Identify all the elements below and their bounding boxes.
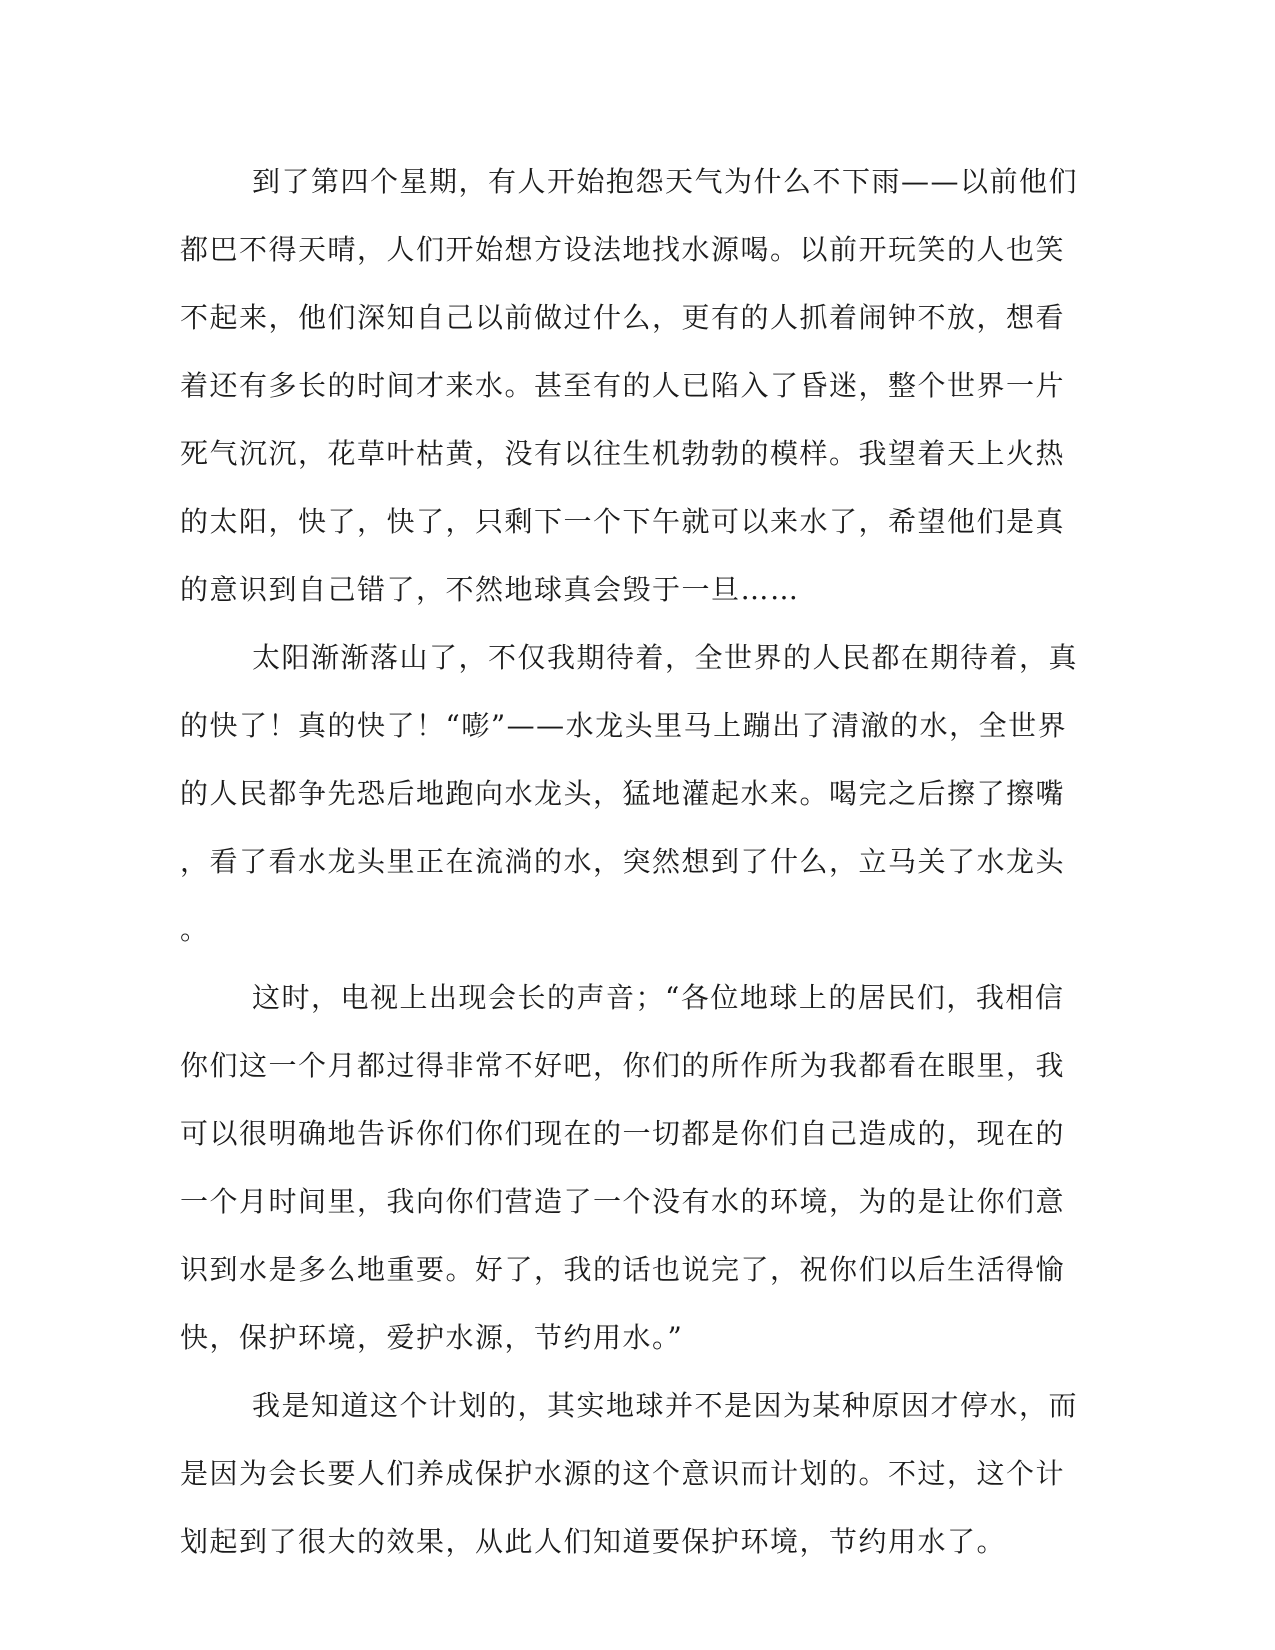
text-line: 太阳渐渐落山了，不仅我期待着，全世界的人民都在期待着，真 xyxy=(252,641,1079,674)
text-line: 着还有多长的时间才来水。甚至有的人已陷入了昏迷，整个世界一片 xyxy=(180,369,1066,402)
text-line: 。 xyxy=(180,913,210,946)
text-line: 的人民都争先恐后地跑向水龙头，猛地灌起水来。喝完之后擦了擦嘴 xyxy=(180,777,1066,810)
text-line: ，看了看水龙头里正在流淌的水，突然想到了什么，立马关了水龙头 xyxy=(180,845,1066,878)
paragraph-1 xyxy=(180,153,1079,629)
paragraph-4 xyxy=(180,1377,1079,1581)
text-line: 都巴不得天晴，人们开始想方设法地找水源喝。以前开玩笑的人也笑 xyxy=(180,233,1066,266)
document-page xyxy=(180,153,1079,1581)
text-line: 的意识到自己错了，不然地球真会毁于一旦…… xyxy=(180,573,800,606)
text-line: 识到水是多么地重要。好了，我的话也说完了，祝你们以后生活得愉 xyxy=(180,1253,1066,1286)
text-line: 死气沉沉，花草叶枯黄，没有以往生机勃勃的模样。我望着天上火热 xyxy=(180,437,1066,470)
text-line: 可以很明确地告诉你们你们现在的一切都是你们自己造成的，现在的 xyxy=(180,1117,1066,1150)
text-line: 你们这一个月都过得非常不好吧，你们的所作所为我都看在眼里，我 xyxy=(180,1049,1066,1082)
text-line: 是因为会长要人们养成保护水源的这个意识而计划的。不过，这个计 xyxy=(180,1457,1066,1490)
paragraph-3 xyxy=(180,969,1066,1377)
text-line: 的快了！真的快了！“嘭”——水龙头里马上蹦出了清澈的水，全世界 xyxy=(180,709,1068,742)
text-line: 不起来，他们深知自己以前做过什么，更有的人抓着闹钟不放，想看 xyxy=(180,301,1066,334)
text-line: 这时，电视上出现会长的声音；“各位地球上的居民们，我相信 xyxy=(252,981,1065,1014)
paragraph-2 xyxy=(180,629,1079,969)
text-line: 快，保护环境，爱护水源，节约用水。” xyxy=(180,1321,684,1354)
text-line: 的太阳，快了，快了，只剩下一个下午就可以来水了，希望他们是真 xyxy=(180,505,1066,538)
text-line: 到了第四个星期，有人开始抱怨天气为什么不下雨——以前他们 xyxy=(252,165,1079,198)
text-line: 划起到了很大的效果，从此人们知道要保护环境，节约用水了。 xyxy=(180,1525,1007,1558)
text-line: 一个月时间里，我向你们营造了一个没有水的环境，为的是让你们意 xyxy=(180,1185,1066,1218)
text-line: 我是知道这个计划的，其实地球并不是因为某种原因才停水，而 xyxy=(252,1389,1079,1422)
